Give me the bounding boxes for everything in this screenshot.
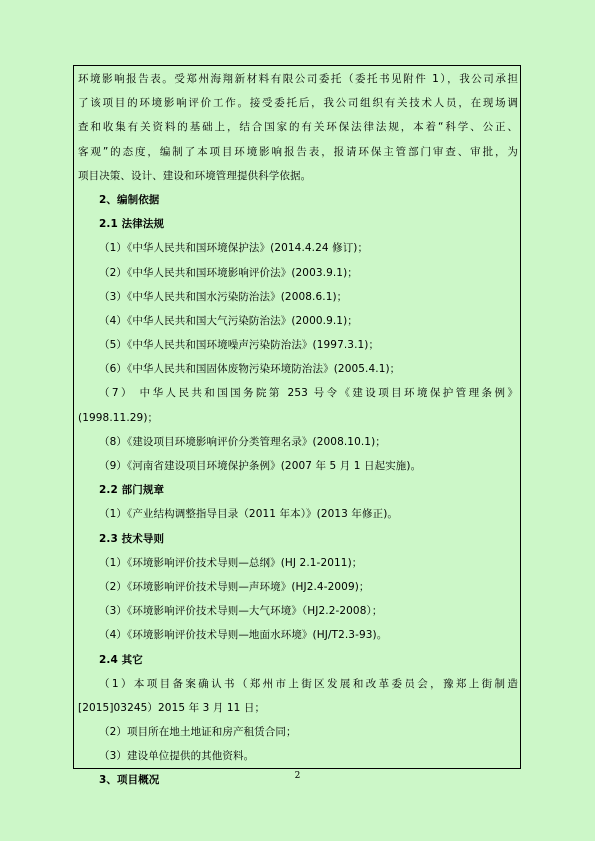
list-item: （3）建设单位提供的其他资料。 [99,750,255,763]
list-item: （8）《建设项目环境影响评价分类管理名录》(2008.10.1)； [99,435,386,448]
list-item-continuation: [2015]03245）2015 年 3 月 11 日； [78,701,266,714]
list-item: （4）《中华人民共和国大气污染防治法》(2000.9.1)； [99,314,358,327]
list-item: （3）《环境影响评价技术导则—大气环境》（HJ2.2-2008）； [99,605,383,618]
section-2-2-heading: 2.2 部门规章 [99,484,165,497]
list-item: （4）《环境影响评价技术导则—地面水环境》(HJ/T2.3-93)。 [99,629,388,642]
list-item: （1）《产业结构调整指导目录（2011 年本）》(2013 年修正)。 [99,508,398,521]
list-item: （1）本项目备案确认书（郑州市上街区发展和改革委员会，豫郑上街制造 [99,677,518,690]
list-item: （6）《中华人民共和国固体废物污染环境防治法》(2005.4.1)； [99,363,401,376]
page-number: 2 [294,771,301,781]
intro-line: 了该项目的环境影响评价工作。接受委托后，我公司组织有关技术人员，在现场调 [78,97,518,110]
intro-line: 项目决策、设计、建设和环境管理提供科学依据。 [78,169,312,182]
section-2-heading: 2、编制依据 [99,193,160,206]
document-body [78,67,518,793]
list-item: （2）项目所在地土地证和房产租赁合同； [99,726,297,739]
list-item: （2）《环境影响评价技术导则—声环境》(HJ2.4-2009)； [99,580,370,593]
list-item: （7） 中华人民共和国国务院第 253 号令《建设项目环境保护管理条例》 [99,387,518,400]
list-item: （3）《中华人民共和国水污染防治法》(2008.6.1)； [99,290,348,303]
section-2-4-heading: 2.4 其它 [99,653,143,666]
intro-line: 环境影响报告表。受郑州海翔新材料有限公司委托（委托书见附件 1），我公司承担 [78,73,518,85]
section-2-1-heading: 2.1 法律法规 [99,218,165,231]
list-item: （1）《中华人民共和国环境保护法》(2014.4.24 修订)； [99,242,369,255]
section-2-3-heading: 2.3 技术导则 [99,532,165,545]
list-item: （2）《中华人民共和国环境影响评价法》(2003.9.1)； [99,266,358,279]
section-3-heading: 3、项目概况 [99,774,160,787]
list-item: （5）《中华人民共和国环境噪声污染防治法》(1997.3.1)； [99,339,380,352]
intro-line: 查和收集有关资料的基础上，结合国家的有关环保法律法规，本着“科学、公正、 [78,121,518,134]
list-item: （9）《河南省建设项目环境保护条例》(2007 年 5 月 1 日起实施)。 [99,460,422,472]
list-item-continuation: (1998.11.29)； [78,411,159,424]
list-item: （1）《环境影响评价技术导则—总纲》(HJ 2.1-2011)； [99,556,363,569]
intro-line: 客观”的态度，编制了本项目环境影响报告表，报请环保主管部门审查、审批，为 [78,145,518,158]
